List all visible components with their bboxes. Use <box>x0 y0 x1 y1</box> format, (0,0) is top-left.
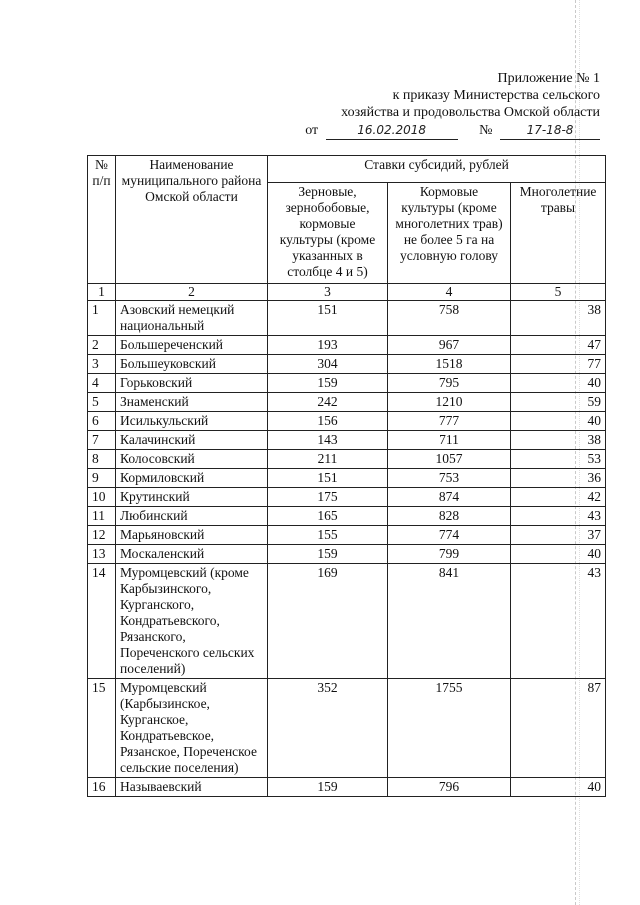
order-reference: к приказу Министерства сельского <box>392 88 600 103</box>
rate-perennial: 40 <box>511 374 606 393</box>
rate-fodder: 774 <box>388 526 511 545</box>
rate-grain: 159 <box>268 545 388 564</box>
district-name: Азовский немецкий национальный <box>116 301 268 336</box>
rate-fodder: 874 <box>388 488 511 507</box>
district-name: Горьковский <box>116 374 268 393</box>
rate-grain: 175 <box>268 488 388 507</box>
column-header-perennial: Многолетние травы <box>511 183 606 284</box>
row-number: 16 <box>88 778 116 797</box>
table-row <box>88 412 606 431</box>
appendix-header <box>300 70 600 140</box>
rate-grain: 159 <box>268 778 388 797</box>
table-row <box>88 545 606 564</box>
handwritten-order-number: 17-18-8 <box>500 122 600 140</box>
district-name: Калачинский <box>116 431 268 450</box>
rate-grain: 151 <box>268 469 388 488</box>
column-header-district: Наименование муниципального района Омской области <box>116 156 268 284</box>
row-number: 15 <box>88 679 116 778</box>
table-row <box>88 393 606 412</box>
rate-fodder: 1518 <box>388 355 511 374</box>
row-number: 2 <box>88 336 116 355</box>
rate-grain: 193 <box>268 336 388 355</box>
rate-perennial: 38 <box>511 301 606 336</box>
rate-perennial: 42 <box>511 488 606 507</box>
row-number: 10 <box>88 488 116 507</box>
table-row <box>88 450 606 469</box>
rate-fodder: 777 <box>388 412 511 431</box>
district-name: Колосовский <box>116 450 268 469</box>
row-number: 13 <box>88 545 116 564</box>
rate-perennial: 87 <box>511 679 606 778</box>
district-name: Исилькульский <box>116 412 268 431</box>
rate-grain: 143 <box>268 431 388 450</box>
rate-perennial: 47 <box>511 336 606 355</box>
table-row <box>88 355 606 374</box>
rate-perennial: 43 <box>511 564 606 679</box>
column-group-header-rates: Ставки субсидий, рублей <box>268 156 606 183</box>
rate-grain: 156 <box>268 412 388 431</box>
number-label: № <box>479 123 493 138</box>
column-number: 2 <box>116 284 268 301</box>
row-number: 7 <box>88 431 116 450</box>
rate-grain: 165 <box>268 507 388 526</box>
district-name: Марьяновский <box>116 526 268 545</box>
column-number: 5 <box>511 284 606 301</box>
rate-fodder: 1210 <box>388 393 511 412</box>
table-row <box>88 431 606 450</box>
row-number: 6 <box>88 412 116 431</box>
row-number: 8 <box>88 450 116 469</box>
district-name: Называевский <box>116 778 268 797</box>
handwritten-date: 16.02.2018 <box>326 122 458 140</box>
row-number: 11 <box>88 507 116 526</box>
row-number: 1 <box>88 301 116 336</box>
row-number: 5 <box>88 393 116 412</box>
row-number: 14 <box>88 564 116 679</box>
table-row <box>88 469 606 488</box>
rate-perennial: 37 <box>511 526 606 545</box>
row-number: 4 <box>88 374 116 393</box>
rate-perennial: 40 <box>511 778 606 797</box>
rate-grain: 352 <box>268 679 388 778</box>
rate-grain: 155 <box>268 526 388 545</box>
district-name: Любинский <box>116 507 268 526</box>
row-number: 9 <box>88 469 116 488</box>
rate-fodder: 828 <box>388 507 511 526</box>
rate-perennial: 40 <box>511 412 606 431</box>
rate-perennial: 40 <box>511 545 606 564</box>
district-name: Муромцевский (кроме Карбызинского, Курганского, Кондратьевского, Рязанского, Пореченского сельских поселений) <box>116 564 268 679</box>
district-name: Крутинский <box>116 488 268 507</box>
rate-fodder: 758 <box>388 301 511 336</box>
rate-fodder: 1057 <box>388 450 511 469</box>
column-header-number: № п/п <box>88 156 116 284</box>
rate-fodder: 1755 <box>388 679 511 778</box>
rate-grain: 151 <box>268 301 388 336</box>
rate-fodder: 796 <box>388 778 511 797</box>
rate-fodder: 967 <box>388 336 511 355</box>
column-numbers-row <box>88 284 606 301</box>
rate-perennial: 36 <box>511 469 606 488</box>
rate-grain: 242 <box>268 393 388 412</box>
date-label: от <box>305 123 319 138</box>
district-name: Большеуковский <box>116 355 268 374</box>
appendix-title: Приложение № 1 <box>497 71 600 86</box>
rate-grain: 159 <box>268 374 388 393</box>
rate-perennial: 38 <box>511 431 606 450</box>
district-name: Москаленский <box>116 545 268 564</box>
order-date-line <box>300 122 600 140</box>
table-row <box>88 564 606 679</box>
column-header-fodder: Кормовые культуры (кроме многолетних трав) не более 5 га на условную голову <box>388 183 511 284</box>
rate-grain: 211 <box>268 450 388 469</box>
rate-perennial: 43 <box>511 507 606 526</box>
table-row <box>88 526 606 545</box>
rate-perennial: 53 <box>511 450 606 469</box>
rate-fodder: 799 <box>388 545 511 564</box>
rate-perennial: 59 <box>511 393 606 412</box>
rate-perennial: 77 <box>511 355 606 374</box>
district-name: Кормиловский <box>116 469 268 488</box>
table-row <box>88 374 606 393</box>
rate-fodder: 711 <box>388 431 511 450</box>
district-name: Большереченский <box>116 336 268 355</box>
table-row <box>88 301 606 336</box>
district-name: Муромцевский (Карбызинское, Курганское, Кондратьевское, Рязанское, Пореченское сельские поселения) <box>116 679 268 778</box>
column-number: 4 <box>388 284 511 301</box>
column-number: 3 <box>268 284 388 301</box>
table-row <box>88 778 606 797</box>
column-header-grain: Зерновые, зернобобовые, кормовые культуры (кроме указанных в столбце 4 и 5) <box>268 183 388 284</box>
district-name: Знаменский <box>116 393 268 412</box>
subsidy-rates-table <box>87 155 606 797</box>
rate-fodder: 841 <box>388 564 511 679</box>
rate-grain: 169 <box>268 564 388 679</box>
table-row <box>88 679 606 778</box>
row-number: 12 <box>88 526 116 545</box>
rate-fodder: 795 <box>388 374 511 393</box>
table-row <box>88 336 606 355</box>
column-number: 1 <box>88 284 116 301</box>
ministry-name: хозяйства и продовольства Омской области <box>341 105 600 120</box>
row-number: 3 <box>88 355 116 374</box>
rate-grain: 304 <box>268 355 388 374</box>
table-row <box>88 488 606 507</box>
table-row <box>88 507 606 526</box>
rate-fodder: 753 <box>388 469 511 488</box>
